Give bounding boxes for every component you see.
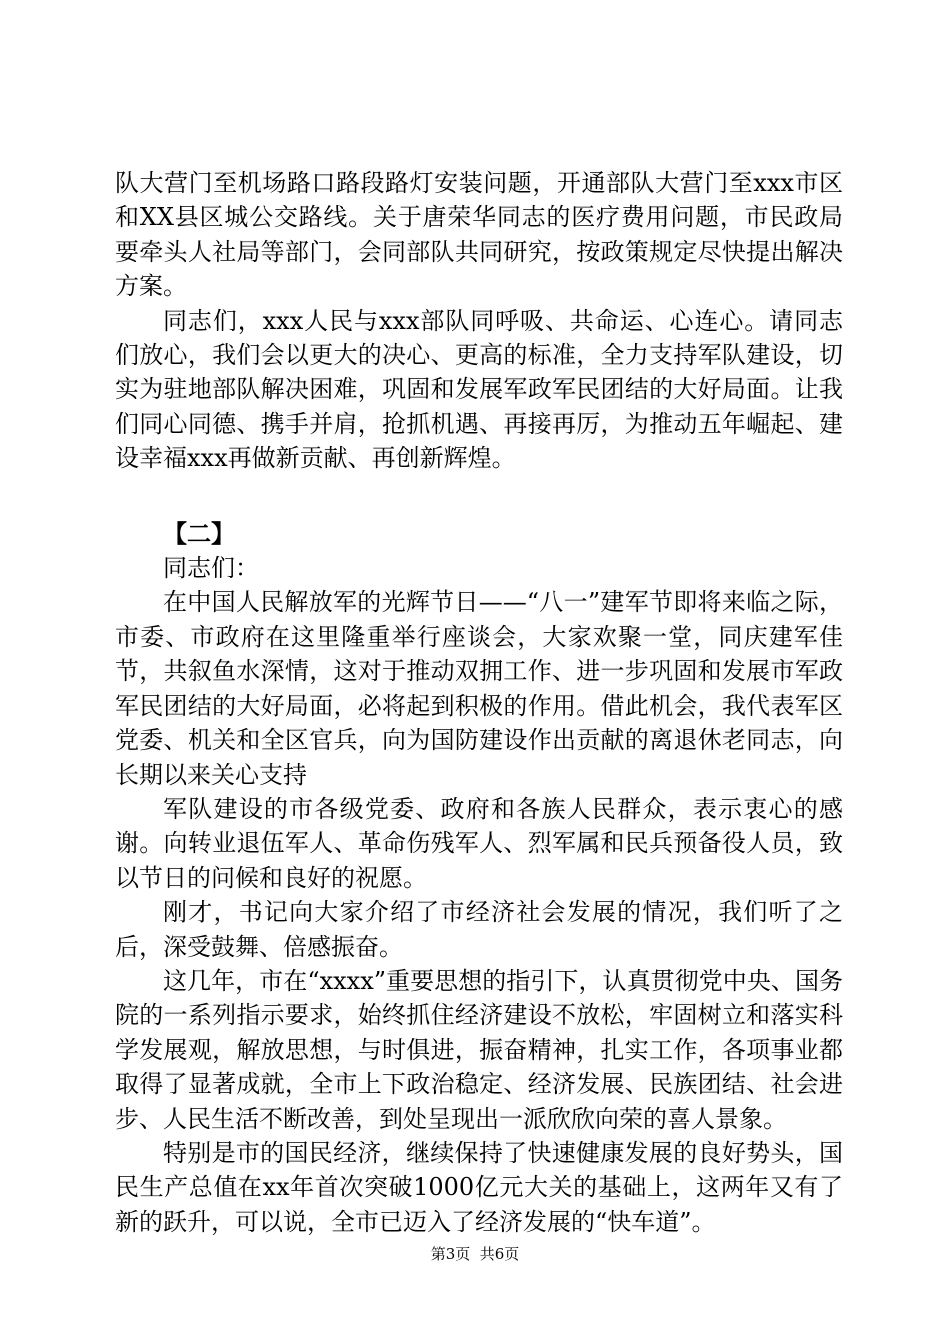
paragraph: 队大营门至机场路口路段路灯安装问题，开通部队大营门至xxx市区和XX县区城公交路线。关于唐荣华同志的医疗费用问题，市民政局要牵头人社局等部门，会同部队共同研究，按政策规定尽快提出解决方案。 <box>115 169 843 301</box>
paragraph: 这几年，市在“xxxx”重要思想的指引下，认真贯彻党中央、国务院的一系列指示要求，始终抓住经济建设不放松，牢固树立和落实科学发展观，解放思想，与时俱进，振奋精神，扎实工作，各项事业都取得了显著成就，全市上下政治稳定、经济发展、民族团结、社会进步、人民生活不断改善，到处呈现出一派欣欣向荣的喜人景象。 <box>115 966 843 1133</box>
section-2 <box>115 517 843 1240</box>
page-number: 第3页 共6页 <box>430 1245 520 1263</box>
paragraph: 刚才，书记向大家介绍了市经济社会发展的情况，我们听了之后，深受鼓舞、倍感振奋。 <box>115 898 843 961</box>
paragraph: 特别是市的国民经济，继续保持了快速健康发展的良好势头，国民生产总值在xx年首次突破1000亿元大关的基础上，这两年又有了新的跃升，可以说，全市已迈入了经济发展的“快车道”。 <box>115 1138 843 1236</box>
paragraph: 同志们，xxx人民与xxx部队同呼吸、共命运、心连心。请同志们放心，我们会以更大的决心、更高的标准，全力支持军队建设，切实为驻地部队解决困难，巩固和发展军政军民团结的大好局面。让我们同心同德、携手并肩，抢抓机遇、再接再厉，为推动五年崛起、建设幸福xxx再做新贡献、再创新辉煌。 <box>115 306 843 473</box>
paragraph: 在中国人民解放军的光辉节日——“八一”建军节即将来临之际，市委、市政府在这里隆重举行座谈会，大家欢聚一堂，同庆建军佳节，共叙鱼水深情，这对于推动双拥工作、进一步巩固和发展市军政军民团结的大好局面，必将起到积极的作用。借此机会，我代表军区党委、机关和全区官兵，向为国防建设作出贡献的离退休老同志，向长期以来关心支持 <box>115 588 843 789</box>
section-1 <box>115 166 843 476</box>
salutation: 同志们： <box>163 554 259 583</box>
document-body <box>115 166 843 1239</box>
section-heading: 【二】 <box>163 518 235 548</box>
paragraph: 军队建设的市各级党委、政府和各族人民群众，表示衷心的感谢。向转业退伍军人、革命伤残军人、烈军属和民兵预备役人员，致以节日的问候和良好的祝愿。 <box>115 794 843 892</box>
